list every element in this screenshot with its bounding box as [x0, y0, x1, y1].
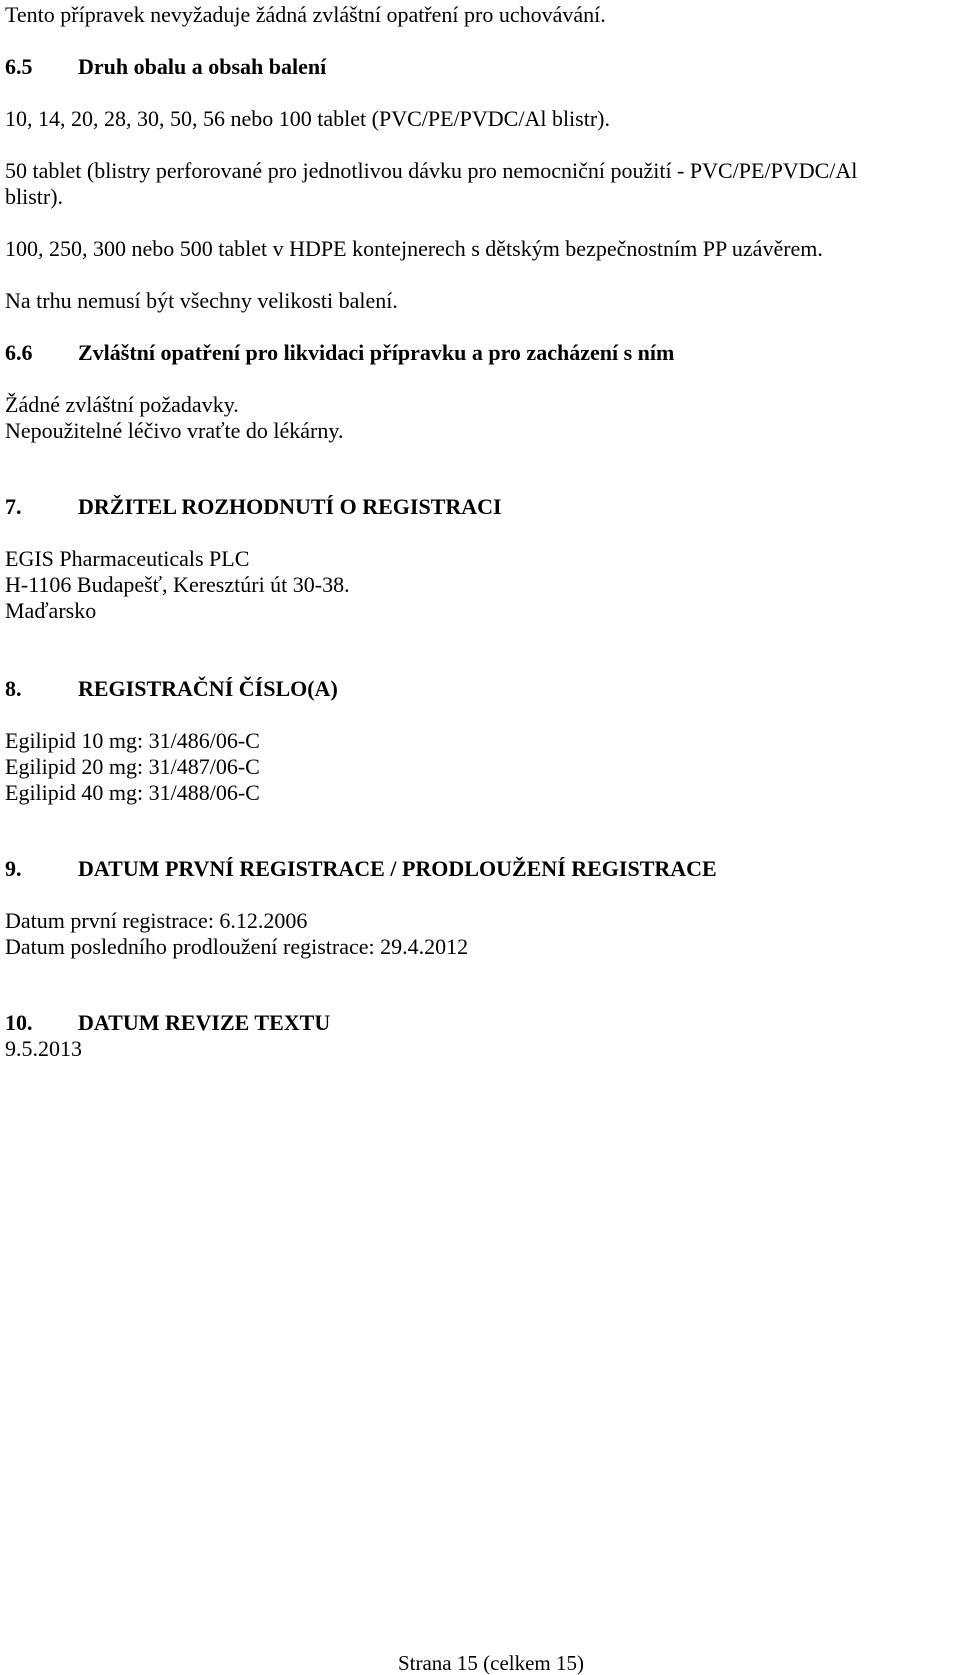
section-6-5-number: 6.5	[5, 54, 33, 79]
section-7-line: H-1106 Budapešť, Keresztúri út 30-38.	[5, 572, 350, 597]
section-6-5-title: Druh obalu a obsah balení	[78, 54, 327, 79]
storage-text: Tento přípravek nevyžaduje žádná zvláštní opatření pro uchovávání.	[5, 2, 606, 27]
section-6-5-heading	[5, 54, 326, 80]
section-6-6-number: 6.6	[5, 340, 33, 365]
section-6-5-paragraph: Na trhu nemusí být všechny velikosti balení.	[5, 288, 398, 313]
section-6-6-line: Žádné zvláštní požadavky.	[5, 392, 239, 417]
section-8-heading	[5, 676, 338, 702]
section-6-6-heading	[5, 340, 674, 366]
section-9-line: Datum posledního prodloužení registrace: 29.4.2012	[5, 934, 469, 959]
section-8-line: Egilipid 10 mg: 31/486/06-C	[5, 728, 260, 753]
page-footer	[0, 1651, 960, 1675]
section-8-line: Egilipid 20 mg: 31/487/06-C	[5, 754, 260, 779]
section-9-heading	[5, 856, 717, 882]
section-6-5-paragraph: 10, 14, 20, 28, 30, 50, 56 nebo 100 tablet (PVC/PE/PVDC/Al blistr).	[5, 106, 610, 131]
section-6-5-paragraph: blistr).	[5, 184, 64, 209]
section-9-number: 9.	[5, 856, 22, 881]
section-6-5-paragraph: 100, 250, 300 nebo 500 tablet v HDPE kontejnerech s dětským bezpečnostním PP uzávěrem.	[5, 236, 823, 261]
section-8-line: Egilipid 40 mg: 31/488/06-C	[5, 780, 260, 805]
section-10-title: DATUM REVIZE TEXTU	[78, 1010, 331, 1035]
section-10-heading	[5, 1010, 330, 1036]
section-7-line: Maďarsko	[5, 598, 97, 623]
section-7-line: EGIS Pharmaceuticals PLC	[5, 546, 250, 571]
section-7-title: DRŽITEL ROZHODNUTÍ O REGISTRACI	[78, 494, 502, 519]
section-9-title: DATUM PRVNÍ REGISTRACE / PRODLOUŽENÍ REGISTRACE	[78, 856, 717, 881]
section-9-line: Datum první registrace: 6.12.2006	[5, 908, 308, 933]
section-8-title: REGISTRAČNÍ ČÍSLO(A)	[78, 676, 338, 701]
section-10-line: 9.5.2013	[5, 1036, 82, 1061]
section-7-number: 7.	[5, 494, 22, 519]
section-8-number: 8.	[5, 676, 22, 701]
section-6-5-paragraph: 50 tablet (blistry perforované pro jednotlivou dávku pro nemocniční použití - PVC/PE/PVDC/Al	[5, 158, 858, 183]
page-number-label: Strana 15 (celkem 15)	[397, 1651, 585, 1675]
section-6-6-title: Zvláštní opatření pro likvidaci přípravku a pro zacházení s ním	[78, 340, 675, 365]
section-10-number: 10.	[5, 1010, 33, 1035]
section-7-heading	[5, 494, 502, 520]
section-6-6-line: Nepoužitelné léčivo vraťte do lékárny.	[5, 418, 344, 443]
